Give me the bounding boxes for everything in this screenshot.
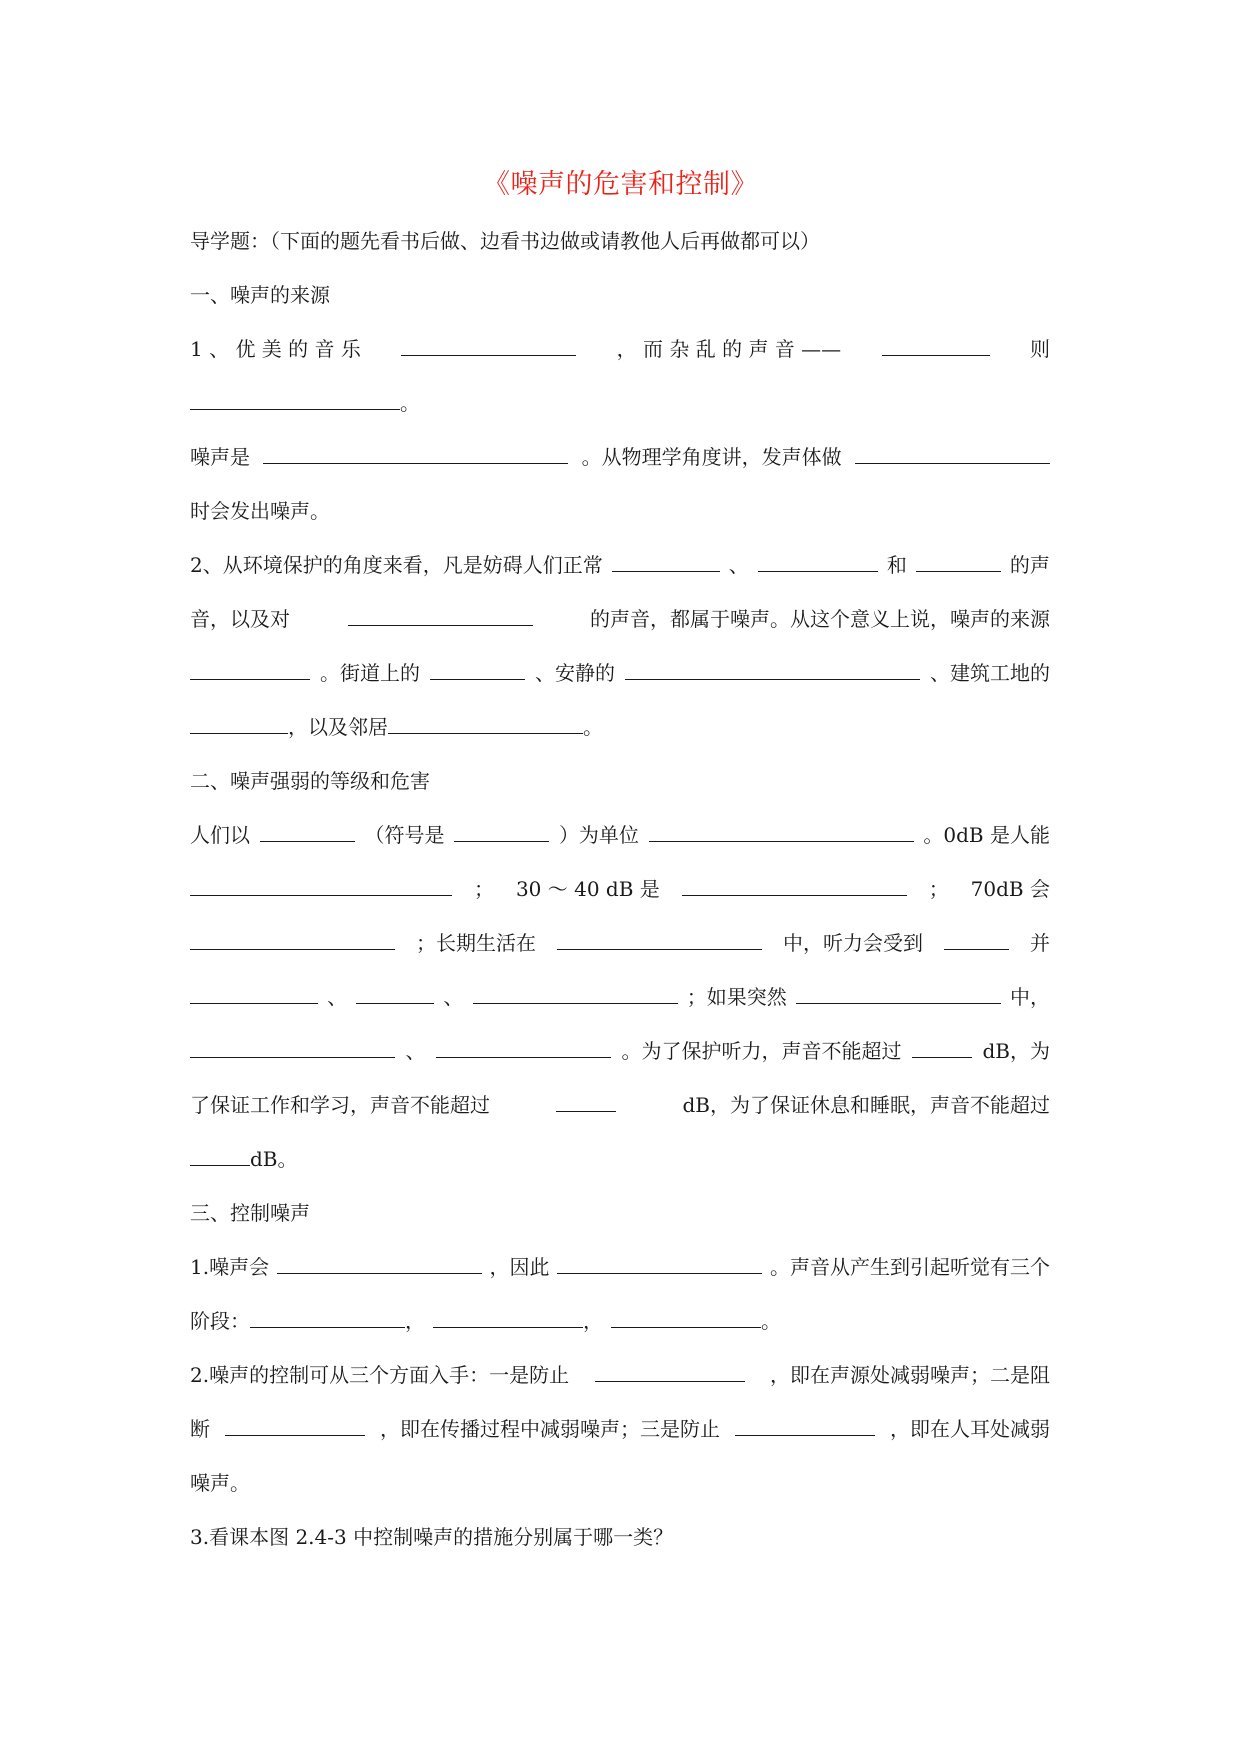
question-line	[190, 322, 1050, 376]
question-text: 并	[1030, 931, 1050, 955]
answer-blank[interactable]	[944, 927, 1009, 950]
question-text: 了保证工作和学习，声音不能超过	[190, 1093, 490, 1117]
question-line	[190, 376, 1050, 430]
question-text: 。声音从产生到引起听觉有三个	[769, 1255, 1050, 1279]
question-text: ；	[928, 877, 949, 901]
question-line	[190, 700, 1050, 754]
question-text: ，即在声源处减弱噪声；二是阻	[770, 1363, 1050, 1387]
question-line: 时会发出噪声。	[190, 499, 330, 523]
question-text: dB。	[250, 1147, 298, 1171]
question-line	[190, 970, 1050, 1024]
answer-blank[interactable]	[611, 1305, 761, 1328]
answer-blank[interactable]	[735, 1413, 875, 1436]
question-text: 阶段：	[190, 1309, 250, 1333]
question-text: 中，	[1009, 985, 1050, 1009]
answer-blank[interactable]	[190, 1035, 395, 1058]
answer-blank[interactable]	[190, 927, 395, 950]
intro-line: 导学题：（下面的题先看书后做、边看书边做或请教他人后再做都可以）	[190, 229, 820, 253]
question-text: 和	[886, 553, 907, 577]
question-line	[190, 808, 1050, 862]
question-text: ，以及邻居	[288, 715, 388, 739]
question-line	[190, 538, 1050, 592]
answer-blank[interactable]	[882, 333, 990, 356]
answer-blank[interactable]	[401, 333, 576, 356]
question-line	[190, 916, 1050, 970]
question-line	[190, 1240, 1050, 1294]
answer-blank[interactable]	[682, 873, 907, 896]
question-line	[190, 430, 1050, 484]
question-text: ）为单位	[558, 823, 639, 847]
section-heading: 三、控制噪声	[190, 1201, 310, 1225]
question-text: 则	[1029, 337, 1050, 361]
worksheet-body	[190, 214, 1050, 1564]
answer-blank[interactable]	[916, 549, 1001, 572]
answer-blank[interactable]	[557, 927, 762, 950]
question-line	[190, 646, 1050, 700]
answer-blank[interactable]	[557, 1251, 762, 1274]
question-text: dB，为了保证休息和睡眠，声音不能超过	[682, 1093, 1050, 1117]
question-text: 的声音，都属于噪声。从这个意义上说，噪声的来源	[590, 607, 1050, 631]
question-line: 噪声。	[190, 1471, 250, 1495]
answer-blank[interactable]	[277, 1251, 482, 1274]
question-text: 、	[327, 985, 348, 1009]
answer-blank[interactable]	[595, 1359, 745, 1382]
answer-blank[interactable]	[430, 657, 525, 680]
question-text: dB，为	[982, 1039, 1050, 1063]
answer-blank[interactable]	[356, 981, 434, 1004]
question-text: 、	[443, 985, 464, 1009]
question-text: 音，以及对	[190, 607, 290, 631]
answer-blank[interactable]	[260, 819, 355, 842]
answer-blank[interactable]	[250, 1305, 405, 1328]
question-text: ；长期生活在	[416, 931, 536, 955]
question-text: 。0dB 是人能	[923, 823, 1050, 847]
question-text: ；如果突然	[686, 985, 787, 1009]
answer-blank[interactable]	[190, 657, 310, 680]
question-line	[190, 592, 1050, 646]
answer-blank[interactable]	[190, 387, 400, 410]
question-text: ， 而 杂 乱 的 声 音 ——	[616, 337, 842, 361]
section-heading: 二、噪声强弱的等级和危害	[190, 769, 430, 793]
question-line	[190, 862, 1050, 916]
answer-blank[interactable]	[796, 981, 1001, 1004]
answer-blank[interactable]	[758, 549, 878, 572]
question-text: ，即在传播过程中减弱噪声；三是防止	[380, 1417, 720, 1441]
question-text: 、建筑工地的	[930, 661, 1050, 685]
question-text: 。	[583, 715, 603, 739]
question-text: 。街道上的	[320, 661, 420, 685]
question-text: 。为了保护听力，声音不能超过	[621, 1039, 902, 1063]
question-text: 70dB 会	[970, 877, 1050, 901]
question-text: 、	[405, 1039, 426, 1063]
answer-blank[interactable]	[912, 1035, 972, 1058]
question-text: 噪声是	[190, 445, 250, 469]
answer-blank[interactable]	[190, 981, 318, 1004]
answer-blank[interactable]	[388, 711, 583, 734]
question-text: 、	[728, 553, 749, 577]
question-text: 1.噪声会	[190, 1255, 270, 1279]
answer-blank[interactable]	[190, 1143, 250, 1166]
question-text: 30 ～ 40 dB 是	[515, 877, 660, 901]
question-text: ，因此	[489, 1255, 550, 1279]
question-text: 人们以	[190, 823, 250, 847]
question-text: （符号是	[364, 823, 445, 847]
question-text: ，	[583, 1309, 603, 1333]
question-line	[190, 1402, 1050, 1456]
question-line	[190, 1294, 1050, 1348]
answer-blank[interactable]	[348, 603, 533, 626]
question-text: 中，听力会受到	[783, 931, 923, 955]
question-line	[190, 1078, 1050, 1132]
section-heading: 一、噪声的来源	[190, 283, 330, 307]
answer-blank[interactable]	[473, 981, 678, 1004]
answer-blank[interactable]	[190, 711, 288, 734]
answer-blank[interactable]	[454, 819, 549, 842]
question-text: 断	[190, 1417, 210, 1441]
answer-blank[interactable]	[190, 873, 452, 896]
question-text: ，	[405, 1309, 425, 1333]
question-text: 。	[761, 1309, 781, 1333]
question-line: 3.看课本图 2.4-3 中控制噪声的措施分别属于哪一类？	[190, 1525, 674, 1549]
question-text: 2.噪声的控制可从三个方面入手：一是防止	[190, 1363, 570, 1387]
answer-blank[interactable]	[612, 549, 720, 572]
answer-blank[interactable]	[556, 1089, 616, 1112]
question-text: 1 、 优 美 的 音 乐	[190, 337, 361, 361]
question-line	[190, 1024, 1050, 1078]
answer-blank[interactable]	[855, 441, 1050, 464]
answer-blank[interactable]	[263, 441, 568, 464]
answer-blank[interactable]	[433, 1305, 583, 1328]
question-text: 。	[400, 391, 420, 415]
question-text: ，即在人耳处减弱	[890, 1417, 1050, 1441]
question-text: 2、从环境保护的角度来看，凡是妨碍人们正常	[190, 553, 603, 577]
question-text: 、安静的	[535, 661, 615, 685]
question-line	[190, 1132, 1050, 1186]
question-text: 的声	[1009, 553, 1050, 577]
question-line	[190, 1348, 1050, 1402]
answer-blank[interactable]	[649, 819, 914, 842]
answer-blank[interactable]	[436, 1035, 611, 1058]
answer-blank[interactable]	[625, 657, 920, 680]
answer-blank[interactable]	[225, 1413, 365, 1436]
question-text: ；	[473, 877, 494, 901]
question-text: 。从物理学角度讲，发声体做	[581, 445, 842, 469]
page-title: 《噪声的危害和控制》	[483, 169, 758, 200]
